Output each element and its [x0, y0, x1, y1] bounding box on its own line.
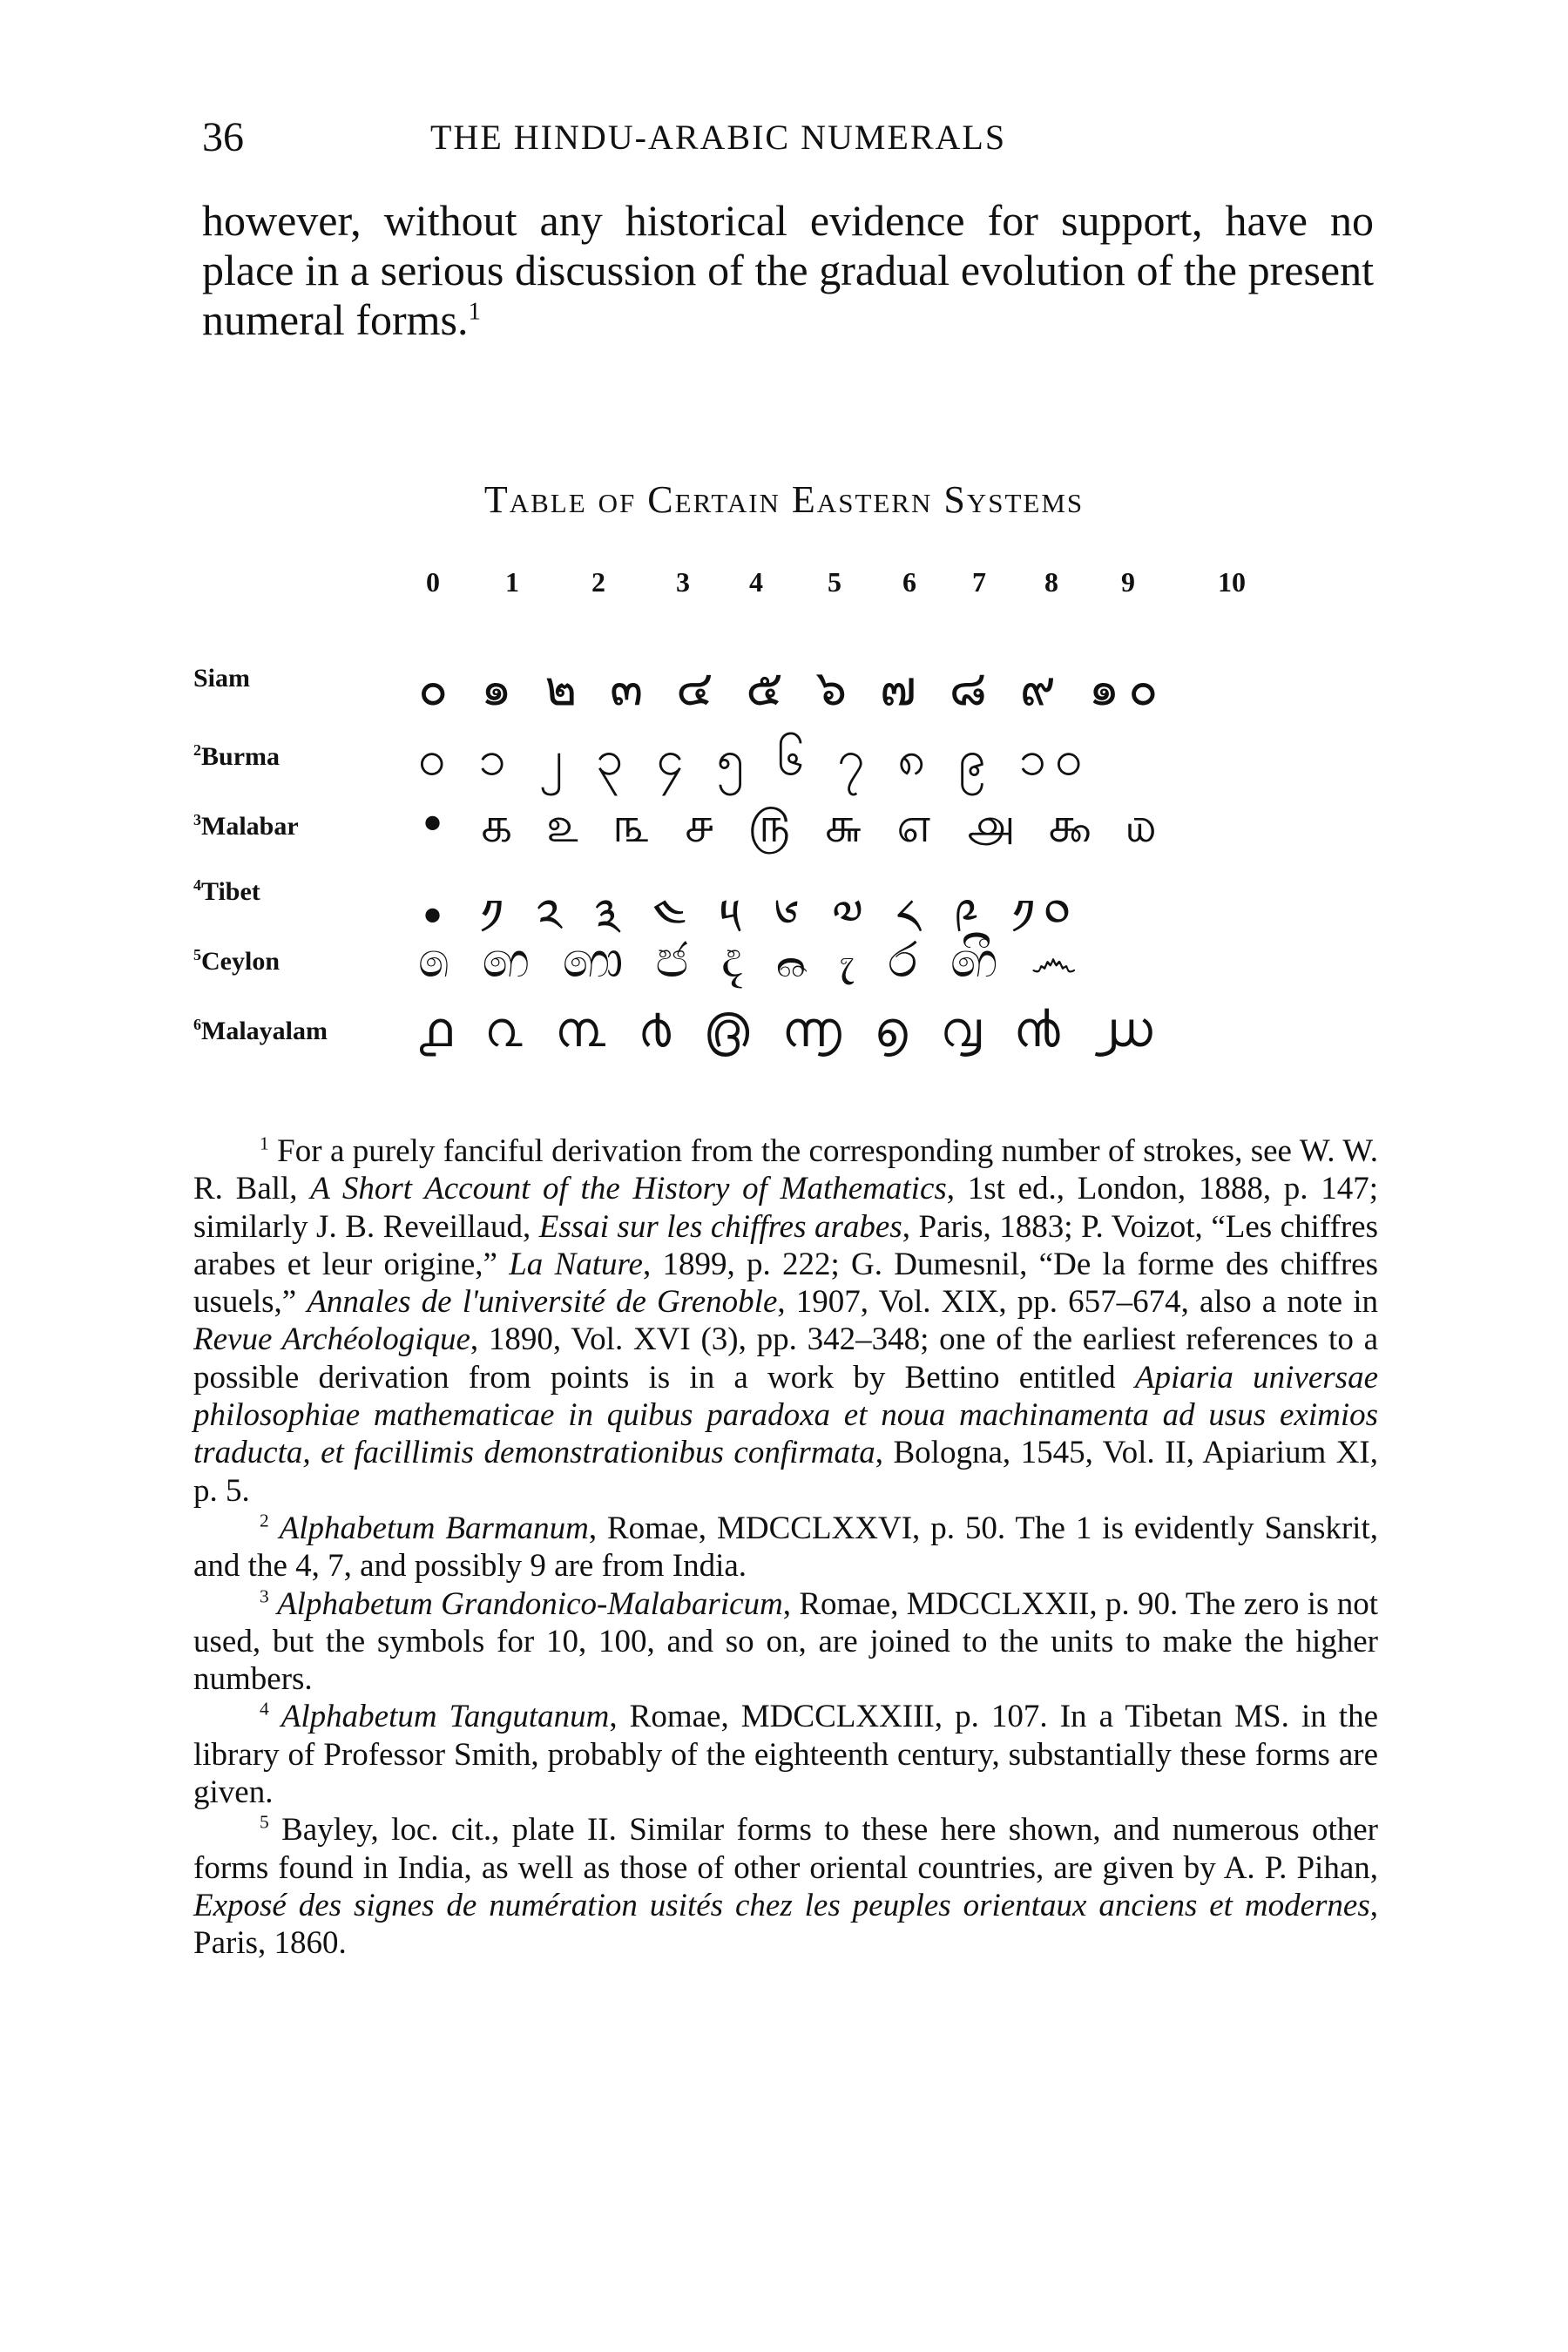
- column-header: 4: [749, 566, 763, 598]
- numeral-glyphs: ൧ ൨ ൩ ൪ ൫ ൬ ൭ ൮ ൯ ൰: [418, 1002, 1161, 1058]
- column-header: 10: [1218, 566, 1246, 598]
- footnotes: [193, 1132, 1378, 1963]
- table-row-malabar: [0, 797, 1568, 867]
- system-name: Siam: [193, 664, 251, 693]
- numeral-glyphs: • ௧ ௨ ௩ ௪ ௫ ௬ ௭ ௮ ௯ ௰: [418, 797, 1166, 854]
- column-header: 0: [426, 566, 440, 598]
- column-header: 9: [1121, 566, 1135, 598]
- column-header: 8: [1044, 566, 1058, 598]
- table-column-headers: [0, 566, 1568, 610]
- column-header: 3: [676, 566, 690, 598]
- system-name: $^5$Ceylon: [193, 946, 280, 976]
- page-header: [202, 113, 1369, 166]
- footnote-2: $^2$ Alphabetum Barmanum, Romae, MDCCLXXVI, p. 50. The 1 is evidently Sanskrit, and the 4, 7, and possibly 9 are from India.: [193, 1510, 1378, 1585]
- numeral-glyphs: ෧ ෨ ෩ ෪ ෫ ෬ ෭ ෮ ෯ ෴: [418, 932, 1086, 989]
- table-row-tibet: [0, 862, 1568, 946]
- column-header: 6: [902, 566, 916, 598]
- numeral-glyphs: ၀ ၁ ၂ ၃ ၄ ၅ ၆ ၇ ၈ ၉ ၁၀: [418, 730, 1092, 787]
- body-paragraph: [202, 196, 1374, 345]
- running-title: THE HINDU-ARABIC NUMERALS: [430, 118, 1007, 157]
- body-text: however, without any historical evidence for support, have no place in a serious discussion of the gradual evolution of the present numeral forms.: [202, 196, 1374, 344]
- footnote-ref: 1: [468, 297, 481, 326]
- footnote-5: $^5$ Bayley, loc. cit., plate II. Similar forms to these here shown, and numerous other forms found in India, as well as those of other oriental countries, are given by A. P. Pihan, Exposé des signes de numération usités chez les peuples orientaux anciens et modernes, Paris, 1860.: [193, 1812, 1378, 1962]
- numeral-glyphs: ๐ ๑ ๒ ๓ ๔ ๕ ๖ ๗ ๘ ๙ ๑๐: [418, 660, 1167, 717]
- page-number: 36: [202, 114, 244, 160]
- table-row-ceylon: [0, 932, 1568, 1002]
- system-name: $^3$Malabar: [193, 811, 299, 841]
- table-row-siam: [0, 649, 1568, 719]
- column-header: 2: [591, 566, 605, 598]
- footnote-1: $^1$ For a purely fanciful derivation from the corresponding number of strokes, see W. W. R. Ball, A Short Account of the History of Mathematics, 1st ed., London, 1888, p. 147; similarly J. B. Reveillaud, Essai sur les chiffres arabes, Paris, 1883; P. Voizot, “Les chiffres arabes et leur origine,” La Nature, 1899, p. 222; G. Dumesnil, “De la forme des chiffres usuels,” Annales de l'université de Grenoble, 1907, Vol. XIX, pp. 657–674, also a note in Revue Archéologique, 1890, Vol. XVI (3), pp. 342–348; one of the earliest references to a possible derivation from points is in a work by Bettino entitled Apiaria universae philosophiae mathematicae in quibus paradoxa et noua machinamenta ad usus eximios traducta, et facillimis demonstrationibus confirmata, Bologna, 1545, Vol. II, Apiarium XI, p. 5.: [193, 1132, 1379, 1509]
- table-row-burma: [0, 727, 1568, 797]
- system-name: $^6$Malayalam: [193, 1016, 328, 1045]
- system-name: $^4$Tibet: [193, 876, 260, 906]
- column-header: 7: [972, 566, 986, 598]
- footnote-4: $^4$ Alphabetum Tangutanum, Romae, MDCCLXXIII, p. 107. In a Tibetan MS. in the library of Professor Smith, probably of the eighteenth century, substantially these forms are given.: [193, 1699, 1378, 1811]
- table-row-malayalam: [0, 1002, 1568, 1071]
- system-name: $^2$Burma: [193, 741, 280, 771]
- column-header: 5: [828, 566, 841, 598]
- footnote-3: $^3$ Alphabetum Grandonico-Malabaricum, Romae, MDCCLXXII, p. 90. The zero is not used, but the symbols for 10, 100, and so on, are joined to the units to make the higher numbers.: [193, 1585, 1378, 1698]
- numeral-glyphs: • ༡ ༢ ༣ ༤ ༥ ༦ ༧ ༨ ༩ ༡༠: [418, 889, 1079, 946]
- column-header: 1: [505, 566, 519, 598]
- table-title: Table of Certain Eastern Systems: [483, 478, 1085, 521]
